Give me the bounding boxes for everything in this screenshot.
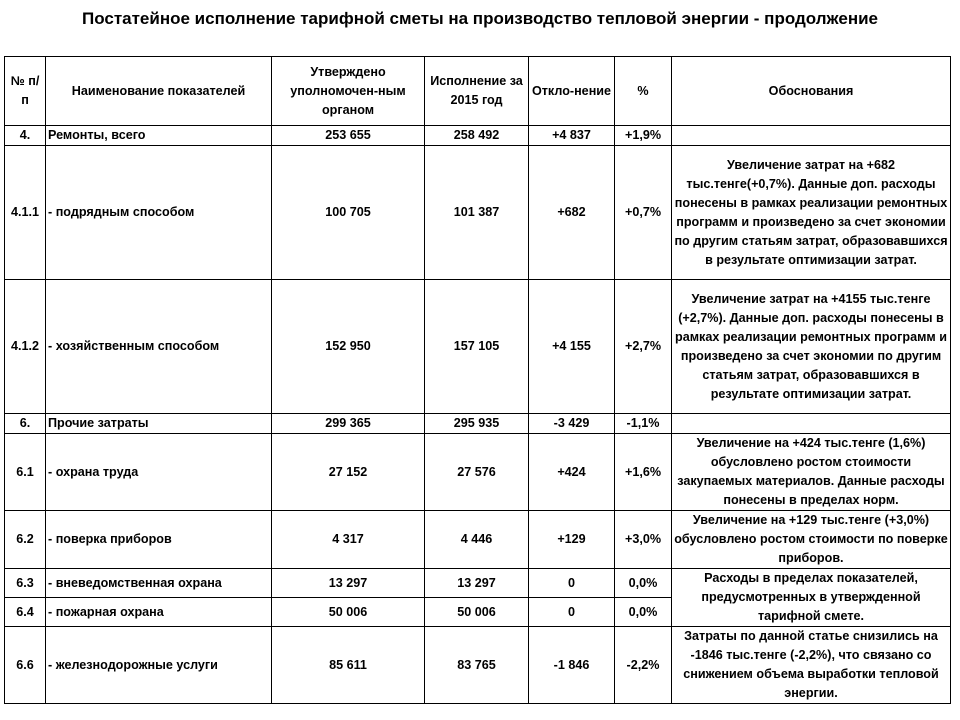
tariff-estimate-table: [4, 56, 951, 704]
row-approved: 253 655: [272, 126, 425, 146]
table-row: [5, 511, 951, 569]
row-name: Ремонты, всего: [46, 126, 272, 146]
row-percent: +1,6%: [615, 434, 672, 511]
row-actual: 157 105: [425, 280, 529, 414]
page-title: Постатейное исполнение тарифной сметы на производство тепловой энергии - продолжение: [81, 9, 879, 28]
col-header-justification: Обоснования: [672, 57, 951, 126]
row-justification: Затраты по данной статье снизились на -1846 тыс.тенге (-2,2%), что связано со снижением объема выработки тепловой энергии.: [672, 627, 951, 704]
row-justification: Увеличение на +129 тыс.тенге (+3,0%) обусловлено ростом стоимости по поверке приборов.: [672, 511, 951, 569]
row-num: 6.: [5, 414, 46, 434]
row-num: 4.1.2: [5, 280, 46, 414]
row-name: - вневедомственная охрана: [46, 569, 272, 598]
row-name: Прочие затраты: [46, 414, 272, 434]
table-row: [5, 126, 951, 146]
row-percent: 0,0%: [615, 569, 672, 598]
row-num: 4.1.1: [5, 146, 46, 280]
table-row: [5, 414, 951, 434]
row-approved: 299 365: [272, 414, 425, 434]
col-header-num: № п/п: [5, 57, 46, 126]
row-justification: Увеличение затрат на +682 тыс.тенге(+0,7%). Данные доп. расходы понесены в рамках реализации ремонтных программ и произведено за счет экономии по другим статьям затрат, образовавшихся в результате оптимизации затрат.: [672, 146, 951, 280]
row-actual: 27 576: [425, 434, 529, 511]
row-actual: 4 446: [425, 511, 529, 569]
row-approved: 152 950: [272, 280, 425, 414]
row-num: 6.1: [5, 434, 46, 511]
row-name: - хозяйственным способом: [46, 280, 272, 414]
row-percent: +2,7%: [615, 280, 672, 414]
row-name: - железнодорожные услуги: [46, 627, 272, 704]
row-actual: 101 387: [425, 146, 529, 280]
table-header-row: [5, 57, 951, 126]
col-header-percent: %: [615, 57, 672, 126]
row-deviation: -3 429: [529, 414, 615, 434]
table-row: [5, 627, 951, 704]
row-actual: 50 006: [425, 598, 529, 627]
row-approved: 13 297: [272, 569, 425, 598]
col-header-approved: Утверждено уполномочен-ным органом: [272, 57, 425, 126]
row-num: 6.6: [5, 627, 46, 704]
row-deviation: +682: [529, 146, 615, 280]
row-percent: 0,0%: [615, 598, 672, 627]
row-num: 6.4: [5, 598, 46, 627]
row-name: - подрядным способом: [46, 146, 272, 280]
row-deviation: -1 846: [529, 627, 615, 704]
row-name: - пожарная охрана: [46, 598, 272, 627]
row-justification: Расходы в пределах показателей, предусмотренных в утвержденной тарифной смете.: [672, 569, 951, 627]
row-approved: 50 006: [272, 598, 425, 627]
row-percent: +3,0%: [615, 511, 672, 569]
row-deviation: +129: [529, 511, 615, 569]
row-num: 6.2: [5, 511, 46, 569]
col-header-actual: Исполнение за 2015 год: [425, 57, 529, 126]
row-percent: +0,7%: [615, 146, 672, 280]
table-row: [5, 569, 951, 598]
row-num: 6.3: [5, 569, 46, 598]
col-header-deviation: Откло-нение: [529, 57, 615, 126]
row-justification: Увеличение затрат на +4155 тыс.тенге (+2,7%). Данные доп. расходы понесены в рамках реализации ремонтных программ и произведено за счет экономии по другим статьям затрат, образовавшихся в результате оптимизации затрат.: [672, 280, 951, 414]
row-actual: 13 297: [425, 569, 529, 598]
row-approved: 85 611: [272, 627, 425, 704]
row-percent: +1,9%: [615, 126, 672, 146]
row-percent: -1,1%: [615, 414, 672, 434]
row-justification: [672, 126, 951, 146]
row-deviation: +4 155: [529, 280, 615, 414]
row-deviation: 0: [529, 569, 615, 598]
table-row: [5, 280, 951, 414]
row-justification: Увеличение на +424 тыс.тенге (1,6%) обусловлено ростом стоимости закупаемых материалов. Данные расходы понесены в пределах норм.: [672, 434, 951, 511]
row-deviation: +4 837: [529, 126, 615, 146]
row-justification: [672, 414, 951, 434]
row-deviation: 0: [529, 598, 615, 627]
table-row: [5, 434, 951, 511]
row-approved: 27 152: [272, 434, 425, 511]
col-header-name: Наименование показателей: [46, 57, 272, 126]
row-approved: 4 317: [272, 511, 425, 569]
row-num: 4.: [5, 126, 46, 146]
row-actual: 258 492: [425, 126, 529, 146]
row-name: - поверка приборов: [46, 511, 272, 569]
row-deviation: +424: [529, 434, 615, 511]
row-actual: 295 935: [425, 414, 529, 434]
table-row: [5, 146, 951, 280]
row-name: - охрана труда: [46, 434, 272, 511]
row-approved: 100 705: [272, 146, 425, 280]
row-actual: 83 765: [425, 627, 529, 704]
row-percent: -2,2%: [615, 627, 672, 704]
